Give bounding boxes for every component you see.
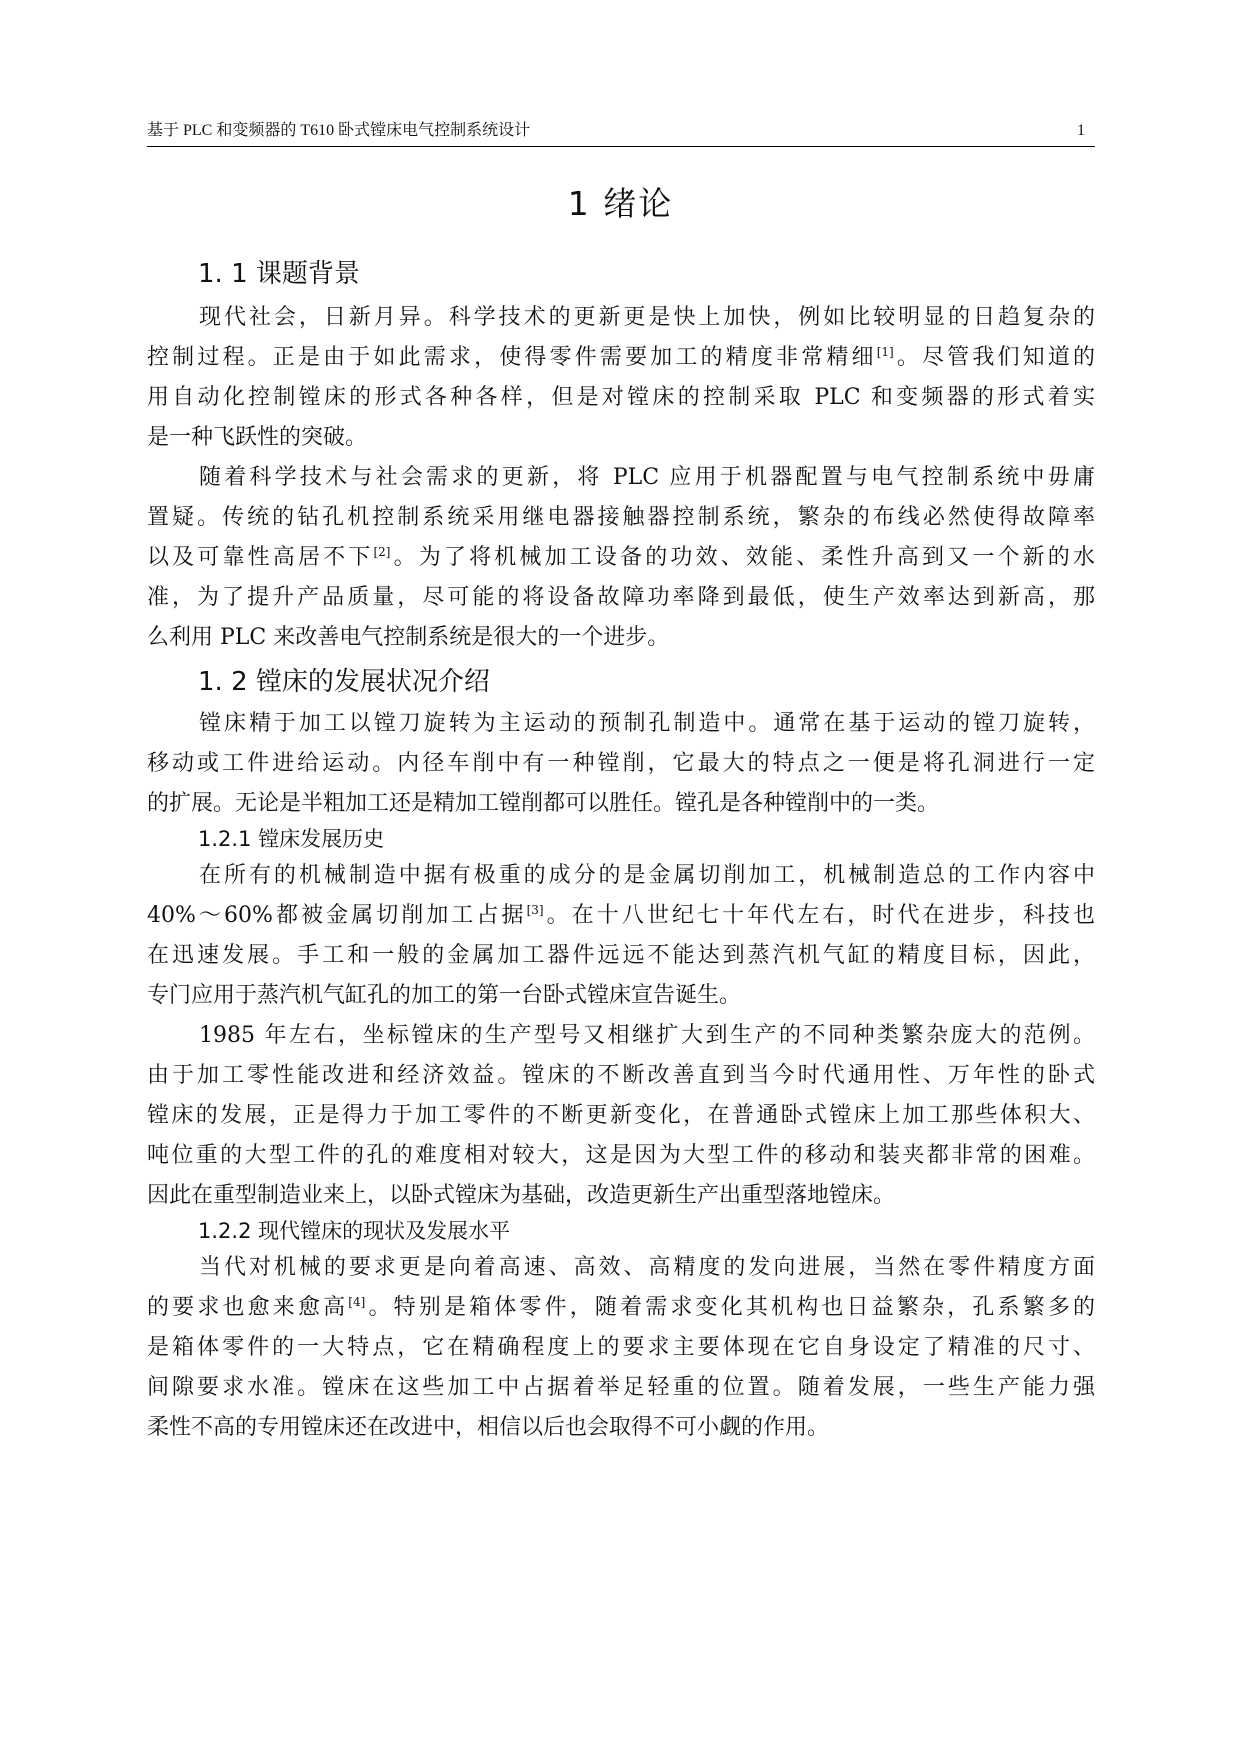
section-heading-1-2: 1. 2 镗床的发展状况介绍 (198, 667, 490, 697)
paragraph-1-2-2 (147, 1248, 1095, 1448)
chapter-title: 1 绪论 (567, 184, 674, 223)
paragraph-1-2 (147, 704, 1095, 824)
text-line: 的扩展。无论是半粗加工还是精加工镗削都可以胜任。镗孔是各种镗削中的一类。 (147, 791, 940, 816)
text-line: 准，为了提升产品质量，尽可能的将设备故障功率降到最低，使生产效率达到新高，那 (147, 585, 1095, 610)
text-line: 是一种飞跃性的突破。 (147, 425, 368, 450)
citation: [2] (373, 545, 391, 559)
text-line: 镗床精于加工以镗刀旋转为主运动的预制孔制造中。通常在基于运动的镗刀旋转， (199, 711, 1095, 736)
citation: [3] (526, 903, 544, 917)
paragraph-1-1-a (147, 298, 1095, 458)
text-line: 随着科学技术与社会需求的更新，将 PLC 应用于机器配置与电气控制系统中毋庸 (199, 465, 1095, 490)
text-line: 么利用 PLC 来改善电气控制系统是很大的一个进步。 (147, 625, 670, 650)
paragraph-1-2-1-b (147, 1016, 1095, 1216)
text-line: 间隙要求水准。镗床在这些加工中占据着举足轻重的位置。随着发展，一些生产能力强 (147, 1375, 1095, 1400)
text-line: 吨位重的大型工件的孔的难度相对较大，这是因为大型工件的移动和装夹都非常的困难。 (147, 1143, 1095, 1168)
text-line: 柔性不高的专用镗床还在改进中，相信以后也会取得不可小觑的作用。 (147, 1415, 830, 1440)
section-heading-1-2-2: 1.2.2 现代镗床的现状及发展水平 (198, 1219, 511, 1243)
text-line: 是箱体零件的一大特点，它在精确程度上的要求主要体现在它自身设定了精准的尺寸、 (147, 1335, 1095, 1360)
text-line: 镗床的发展，正是得力于加工零件的不断更新变化，在普通卧式镗床上加工那些体积大、 (147, 1103, 1095, 1128)
text-line: 1985 年左右，坐标镗床的生产型号又相继扩大到生产的不同种类繁杂庞大的范例。 (199, 1023, 1095, 1048)
text-line: 的要求也愈来愈高[4]。特别是箱体零件，随着需求变化其机构也日益繁杂，孔系繁多的 (147, 1295, 1095, 1320)
text-line: 移动或工件进给运动。内径车削中有一种镗削，它最大的特点之一便是将孔洞进行一定 (147, 751, 1095, 776)
text-line: 在所有的机械制造中据有极重的成分的是金属切削加工，机械制造总的工作内容中 (199, 863, 1095, 888)
paragraph-1-2-1-a (147, 856, 1095, 1016)
text-line: 40%～60%都被金属切削加工占据[3]。在十八世纪七十年代左右，时代在进步，科技也 (147, 903, 1095, 928)
running-header (147, 118, 1095, 147)
text-line: 以及可靠性高居不下[2]。为了将机械加工设备的功效、效能、柔性升高到又一个新的水 (147, 545, 1095, 570)
citation: [4] (348, 1295, 366, 1309)
text-line: 由于加工零性能改进和经济效益。镗床的不断改善直到当今时代通用性、万年性的卧式 (147, 1063, 1095, 1088)
text-line: 专门应用于蒸汽机气缸孔的加工的第一台卧式镗床宣告诞生。 (147, 983, 742, 1008)
citation: [1] (876, 345, 894, 359)
text-line: 控制过程。正是由于如此需求，使得零件需要加工的精度非常精细[1]。尽管我们知道的 (147, 345, 1095, 370)
section-heading-1-1: 1. 1 课题背景 (198, 259, 360, 289)
header-title: 基于 PLC 和变频器的 T610 卧式镗床电气控制系统设计 (147, 122, 531, 139)
text-line: 因此在重型制造业来上，以卧式镗床为基础，改造更新生产出重型落地镗床。 (147, 1183, 896, 1208)
text-line: 在迅速发展。手工和一般的金属加工器件远远不能达到蒸汽机气缸的精度目标，因此， (147, 943, 1095, 968)
text-line: 用自动化控制镗床的形式各种各样，但是对镗床的控制采取 PLC 和变频器的形式着实 (147, 385, 1095, 410)
section-heading-1-2-1: 1.2.1 镗床发展历史 (198, 827, 385, 851)
text-line: 当代对机械的要求更是向着高速、高效、高精度的发向进展，当然在零件精度方面 (199, 1255, 1095, 1280)
text-line: 置疑。传统的钻孔机控制系统采用继电器接触器控制系统，繁杂的布线必然使得故障率 (147, 505, 1095, 530)
page-number: 1 (1077, 122, 1085, 139)
text-line: 现代社会，日新月异。科学技术的更新更是快上加快，例如比较明显的日趋复杂的 (199, 305, 1095, 330)
paragraph-1-1-b (147, 458, 1095, 658)
